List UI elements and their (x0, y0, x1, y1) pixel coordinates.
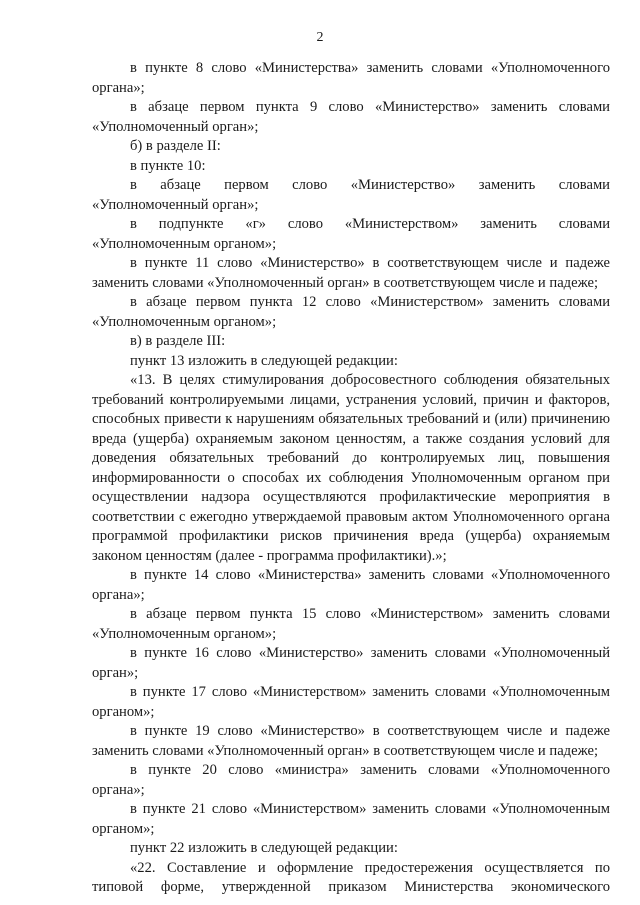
paragraph: в пункте 17 слово «Министерством» заменить словами «Уполномоченным органом»; (92, 684, 610, 720)
paragraph: в абзаце первом пункта 15 слово «Министерством» заменить словами «Уполномоченным органом»; (92, 606, 610, 642)
paragraph: в пункте 8 слово «Министерства» заменить словами «Уполномоченного органа»; (92, 60, 610, 96)
paragraph: в пункте 16 слово «Министерство» заменить словами «Уполномоченный орган»; (92, 645, 610, 681)
paragraph: в пункте 14 слово «Министерства» заменить словами «Уполномоченного органа»; (92, 567, 610, 603)
paragraph: пункт 13 изложить в следующей редакции: (130, 352, 398, 369)
paragraph: в абзаце первом слово «Министерство» заменить словами «Уполномоченный орган»; (92, 177, 610, 213)
paragraph: б) в разделе II: (130, 138, 221, 154)
paragraph: «13. В целях стимулирования добросовестного соблюдения обязательных требований контролируемыми лицами, устранения условий, причин и факторов, способных привести к нарушениям обязательных требований и (или) причинению вреда (ущерба) охраняемым законом ценностям, а также создания условий для доведения обязательных требований до контролируемых лиц, повышения информированности о способах их соблюдения Уполномоченным органом при осуществлении надзора осуществляются профилактические мероприятия в соответствии с ежегодно утверждаемой правовым актом Уполномоченного органа программой профилактики рисков причинения вреда (ущерба) охраняемым законом ценностям (далее - программа профилактики).»; (92, 372, 610, 564)
paragraph: в пункте 19 слово «Министерство» в соответствующем числе и падеже заменить словами «Уполномоченный орган» в соответствующем числе и падеже; (92, 723, 610, 759)
paragraph: «22. Составление и оформление предостережения осуществляется по типовой форме, утвержденной приказом Министерства экономического (92, 859, 610, 895)
paragraph: в) в разделе III: (130, 333, 226, 349)
paragraph: в абзаце первом пункта 9 слово «Министерство» заменить словами «Уполномоченный орган»; (92, 99, 610, 135)
document-body (92, 59, 610, 898)
paragraph: в подпункте «г» слово «Министерством» заменить словами «Уполномоченным органом»; (92, 216, 610, 252)
page-number: 2 (316, 30, 324, 45)
paragraph: в пункте 11 слово «Министерство» в соответствующем числе и падеже заменить словами «Уполномоченный орган» в соответствующем числе и падеже; (92, 255, 610, 291)
paragraph: в пункте 20 слово «министра» заменить словами «Уполномоченного органа»; (92, 762, 610, 798)
paragraph: в абзаце первом пункта 12 слово «Министерством» заменить словами «Уполномоченным органом»; (92, 294, 610, 330)
paragraph: в пункте 21 слово «Министерством» заменить словами «Уполномоченным органом»; (92, 801, 610, 837)
paragraph: в пункте 10: (130, 157, 206, 174)
paragraph: пункт 22 изложить в следующей редакции: (130, 840, 398, 856)
